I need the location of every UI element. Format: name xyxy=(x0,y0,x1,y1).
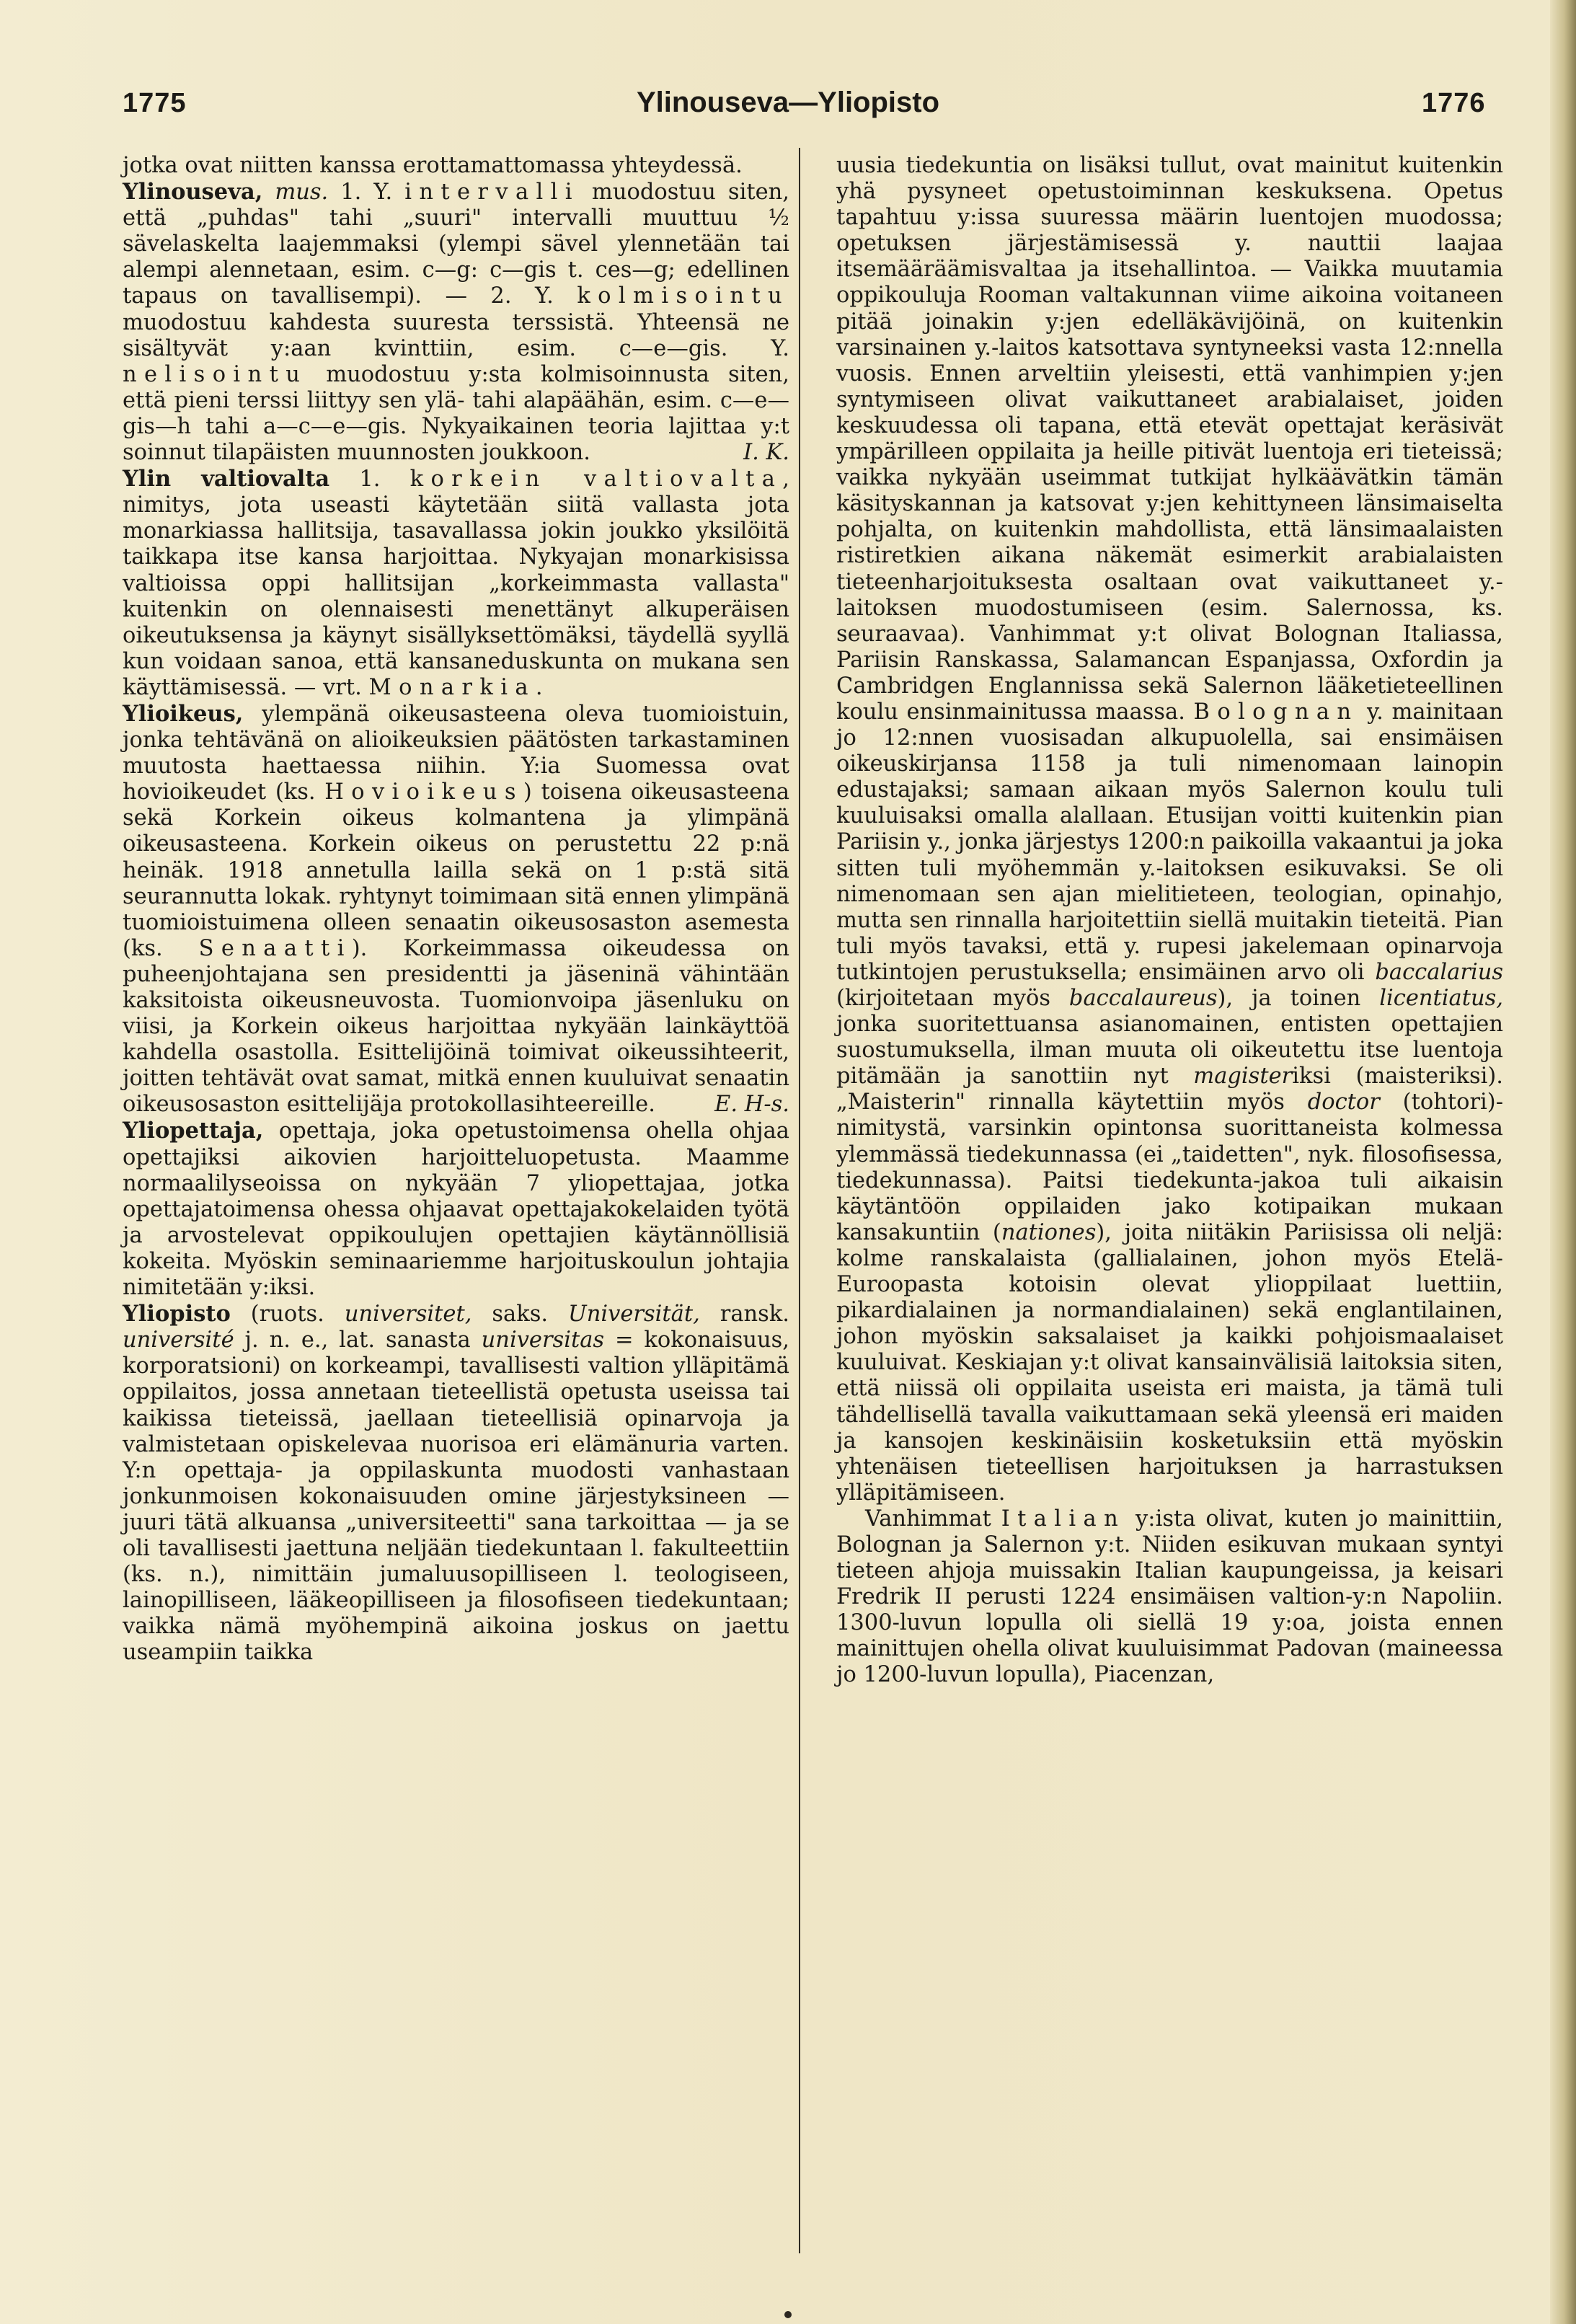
text-run: muodostuu siten, että „puhdas" tahi „suuri" intervalli muuttuu ½ sävelaskelta laajemmaksi (ylempi sävel ylennetään tai alempi alennetaan, esim. c—g: c—gis t. ces—g; edellinen tapaus on tavallisempi). — 2. Y. xyxy=(123,180,789,309)
text-run: magister xyxy=(1193,1064,1293,1090)
paragraph xyxy=(123,1301,789,1666)
running-head-title: Ylinouseva—Yliopisto xyxy=(636,87,940,118)
text-run: 1. Y. xyxy=(328,180,405,206)
column-divider xyxy=(799,148,800,2253)
paragraph xyxy=(123,701,789,1118)
text-run: Hovioikeus xyxy=(324,779,523,805)
text-run: doctor xyxy=(1307,1090,1380,1115)
text-run: , nimitys, jota useasti käytetään siitä vallasta jota monarkiassa hallitsija, tasavallassa jokin joukko yksilöitä taikkapa itse kansa harjoittaa. Nykyajan monarkisissa valtioissa oppi hallitsijan „korkeimmasta vallasta" kuitenkin on olennaisesti menettänyt alkuperäisen oikeutuksensa ja käynyt sisällyksettömäksi, täydellä syyllä kun voidaan sanoa, että kansaneduskunta on mukana sen käyttämisessä. — vrt. xyxy=(123,467,789,700)
text-run: ylempänä oikeusasteena oleva tuomioistuin, jonka tehtävänä on alioikeuksien päätösten tarkastaminen muutosta haettaessa niihin. Y:ia Suomessa ovat hovioikeudet (ks. xyxy=(123,701,789,805)
text-run: ransk. xyxy=(699,1302,789,1327)
print-dot xyxy=(784,2311,792,2318)
left-column xyxy=(123,153,789,1666)
author-signature: E. H-s. xyxy=(714,1092,789,1118)
entry-headword: Yliopisto xyxy=(123,1301,231,1327)
text-run: ), ja toinen xyxy=(1217,986,1380,1011)
author-signature: I. K. xyxy=(743,440,789,466)
text-run: ), joita niitäkin Pariisissa oli neljä: kolme ranskalaista (gallialainen, johon myös Etelä-Euroopasta kotoisin olevat ylioppilaat luettiin, pikardialainen ja normandialainen) sekä englantilainen, johon myöskin saksalaiset ja kaikki pohjoismaalaiset kuuluivat. Keskiajan y:t olivat kansainvälisiä laitoksia siten, että niissä oli oppilaita useista eri maista, ja tämä tuli tähdellisellä tavalla vaikuttamaan sekä yleensä eri maiden ja kansojen keskinäisiin kosketuksiin että myöskin yhtenäisen tieteellisen harjoituksen ja harrastuksen ylläpitämiseen. xyxy=(836,1219,1503,1506)
paragraph xyxy=(123,1118,789,1301)
text-run: licentiatus, xyxy=(1379,986,1503,1011)
text-run: y. mainitaan jo 12:nnen vuosisadan alkupuolella, sai ensimäisen oikeuskirjansa 1158 ja tuli nimenomaan lainopin edustajaksi; samaan aikaan myös Salernon koulu tuli kuuluisaksi omalla alallaan. Etusijan voitti kuitenkin pian Pariisin y., jonka järjestys 1200:n paikoilla vakaantui ja joka sitten tuli myöhemmän y.-laitoksen esikuvaksi. Se oli nimenomaan sen ajan mielitieteen, teologian, opinahjo, mutta sen rinnalla harjoitettiin siellä muitakin tieteitä. Pian tuli myös tavaksi, että y. rupesi jakelemaan opinarvoja tutkintojen perustuksella; ensimäinen arvo oli xyxy=(836,699,1503,985)
entry-headword: Ylinouseva, xyxy=(123,179,263,206)
text-run: intervalli xyxy=(404,180,580,206)
text-run: jotka ovat niitten kanssa erottamattomassa yhteydessä. xyxy=(123,153,743,178)
text-run: uusia tiedekuntia on lisäksi tullut, ovat mainitut kuitenkin yhä pysyneet opetustoiminnan keskuksena. Opetus tapahtuu y:issa suuressa määrin luentojen muodossa; opetuksen järjestämisessä y. nauttii laajaa itsemääräämisvaltaa ja itsehallintoa. — Vaikka muutamia oppikouluja Rooman valtakunnan viime aikoina voitaneen pitää joinakin y:jen edelläkävijöinä, on kuitenkin varsinainen y.-laitos katsottava syntyneeksi vasta 12:nnella vuosis. Ennen arveltiin yleisesti, että vanhimpien y:jen syntymiseen olivat vaikuttaneet arabialaiset, joiden keskuudessa oli tapana, että etevät opettajat keräsivät ympärilleen oppilaita ja heille pitivät luentoja eri tieteissä; vaikka nykyään useimmat tutkijat hylkäävätkin tämän käsityskannan ja katsovat y:jen kehittyneen länsimaiselta pohjalta, on kuitenkin mahdollista, että länsimaalaisten ristiretkien aikana näkemät esimerkit arabialaisten tieteenharjoituksesta osaltaan ovat vaikuttaneet y.-laitoksen muodostumiseen (esim. Salernossa, ks. seuraavaa). Vanhimmat y:t olivat Bolognan Italiassa, Pariisin Ranskassa, Salamancan Espanjassa, Oxfordin ja Cambridgen Englannissa sekä Salernon lääketieteellinen koulu ensinmainitussa maassa. xyxy=(836,153,1503,725)
text-run: nelisointu xyxy=(123,361,308,387)
paragraph xyxy=(123,179,789,466)
text-run: ). Korkeimmassa oikeudessa on puheenjohtajana sen presidentti ja jäseninä vähintään kaksitoista oikeusneuvosta. Tuomionvoipa jäsenluku on viisi, ja Korkein oikeus harjoittaa nykyään lainkäyttöä kahdella osastolla. Esittelijöinä toimivat oikeussihteerit, joitten tehtävät ovat samat, mitkä ennen kuuluivat senaatin oikeusosaston esittelijäja protokollasihteereille. xyxy=(123,935,789,1118)
text-run: kolmisointu xyxy=(577,283,789,309)
text-run: Monarkia xyxy=(368,674,536,700)
paragraph xyxy=(123,153,789,179)
entry-headword: Yliopettaja, xyxy=(123,1118,264,1144)
right-column xyxy=(836,153,1503,1689)
text-run: korkein valtiovalta xyxy=(410,467,783,492)
text-run: baccalaureus xyxy=(1068,986,1218,1011)
right-page-number: 1776 xyxy=(1422,88,1486,118)
text-run: Universität, xyxy=(568,1302,700,1327)
text-run: mus. xyxy=(275,180,329,206)
text-run: universitas xyxy=(481,1327,605,1353)
entry-headword: Ylioikeus, xyxy=(123,700,244,727)
text-run: (tohtori)-nimitystä, varsinkin opintonsa suorittaneista kolmessa ylemmässä tiedekunnassa (ei „taidetten", nyk. filosofisessa, tiedekunnassa). Paitsi tiedekunta-jakoa tuli aikaisin käytäntöön oppilaiden jako kotipaikan mukaan kansakuntiin ( xyxy=(836,1090,1504,1245)
text-run: = kokonaisuus, korporatsioni) on korkeampi, tavallisesti valtion ylläpitämä oppilaitos, jossa annetaan tieteellistä opetusta useissa tai kaikissa tieteissä, jaellaan tieteellisiä opinarvoja ja valmistetaan opiskelevaa nuorisoa eri elämänuria varten. Y:n opettaja- ja oppilaskunta muodosti vanhastaan jonkunmoisen kokonaisuuden omine järjestyksineen — juuri tätä alkuansa „universiteetti" sana tarkoittaa — ja se oli tavallisesti jaettuna neljään tiedekuntaan l. fakulteettiin (ks. n.), nimittäin jumaluusopilliseen l. teologiseen, lainopilliseen, lääkeopilliseen ja filosofiseen tiedekuntaan; vaikka nämä myöhempinä aikoina joskus on jaettu useampiin taikka xyxy=(123,1327,789,1666)
text-run: (kirjoitetaan myös xyxy=(836,986,1069,1011)
text-run: y:ista olivat, kuten jo mainittiin, Bolognan ja Salernon y:t. Niiden esikuvan mukaan syntyi tieteen ahjoja muissakin Italian kaupungeissa, ja keisari Fredrik II perusti 1224 ensimäisen valtion-y:n Napoliin. 1300-luvun lopulla oli siellä 19 y:oa, joista ennen mainittujen ohella olivat kuuluisimmat Padovan (maineessa jo 1200-luvun lopulla), Piacenzan, xyxy=(836,1506,1503,1688)
text-run: université xyxy=(123,1327,234,1353)
text-run: universitet, xyxy=(344,1302,472,1327)
text-run: muodostuu kahdesta suuresta terssistä. Yhteensä ne sisältyvät y:aan kvinttiin, esim. c—e—gis. Y. xyxy=(123,309,789,361)
text-run: nationes xyxy=(1001,1219,1097,1245)
text-run: iksi (maisteriksi). „Maisterin" rinnalla käytettiin myös xyxy=(836,1064,1504,1115)
text-run: baccalarius xyxy=(1375,959,1503,985)
text-run: jonka suoritettuansa asianomainen, entisten opettajien suostumuksella, ilman muuta oli oikeutettu itse luentoja pitämään ja sanottiin nyt xyxy=(836,1012,1503,1090)
text-run: 1. xyxy=(329,467,410,492)
text-run: Vanhimmat xyxy=(865,1506,1001,1532)
text-run: saks. xyxy=(472,1302,569,1327)
text-run: ) toisena oikeusasteena sekä Korkein oikeus kolmantena ja ylimpänä oikeusasteena. Korkein oikeus on perustettu 22 p:nä heinäk. 1918 annetulla lailla sekä on 1 p:stä sitä seurannutta lokak. ryhtynyt toimimaan sitä ennen ylimpänä tuomioistuimena olleen senaatin oikeusosaston asemesta (ks. xyxy=(123,779,790,961)
entry-headword: Ylin valtiovalta xyxy=(123,466,330,492)
text-run: (ruots. xyxy=(230,1302,345,1327)
text-run: j. n. e., lat. sanasta xyxy=(234,1327,482,1353)
left-page-number: 1775 xyxy=(123,88,187,118)
paragraph xyxy=(123,466,789,701)
text-run: muodostuu y:sta kolmisoinnusta siten, että pieni terssi liittyy sen ylä- tahi alapäähän, esim. c—e—gis—h tahi a—c—e—gis. Nykyaikainen teoria lajittaa y:t soinnut tilapäisten muunnosten joukkoon. xyxy=(123,361,789,466)
text-run: Senaatti xyxy=(198,935,352,961)
book-spine-edge xyxy=(1550,0,1576,2324)
text-run: Italian xyxy=(1001,1506,1126,1532)
text-run: . xyxy=(535,674,543,700)
text-run: Bolognan xyxy=(1193,699,1359,725)
text-run xyxy=(262,180,275,205)
text-run: opettaja, joka opetustoimensa ohella ohjaa opettajiksi aikovien harjoitteluopetusta. Maamme normaalilyseoissa on nykyään 7 yliopettajaa, jotka opettajatoimensa ohessa ohjaavat opettajakokelaiden työtä ja arvostelevat oppikoulujen opettajien käytännöllisiä kokeita. Myöskin seminaariemme harjoituskoulun johtajia nimitetään y:iksi. xyxy=(123,1118,789,1301)
paragraph xyxy=(836,153,1503,1506)
paragraph xyxy=(836,1506,1503,1689)
